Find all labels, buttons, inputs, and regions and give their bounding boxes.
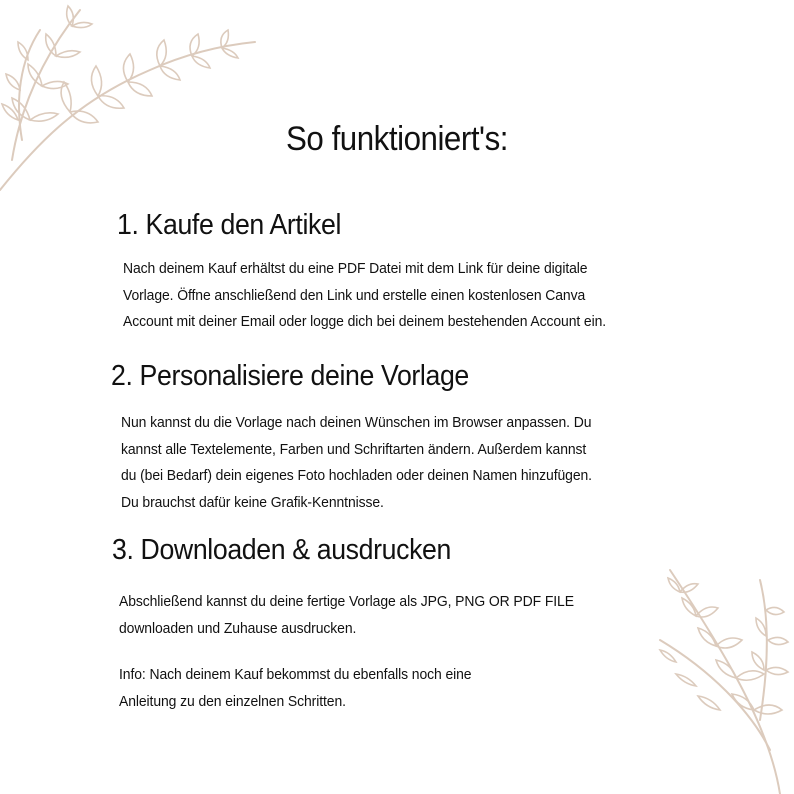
info-note <box>119 662 471 715</box>
step-3-line: downloaden und Zuhause ausdrucken. <box>119 619 357 637</box>
info-line: Anleitung zu den einzelnen Schritten. <box>119 692 346 710</box>
step-3-description <box>119 589 574 642</box>
step-3-heading: 3. Downloaden & ausdrucken <box>112 534 451 566</box>
botanical-branch-bottom-right-icon <box>650 560 794 794</box>
page-title: So funktioniert's: <box>285 120 508 158</box>
step-3-line: Abschließend kannst du deine fertige Vorlage als JPG, PNG OR PDF FILE <box>119 593 574 610</box>
step-1-heading: 1. Kaufe den Artikel <box>117 209 342 241</box>
step-1-line: Nach deinem Kauf erhältst du eine PDF Datei mit dem Link für deine digitale <box>123 260 588 277</box>
step-2-heading: 2. Personalisiere deine Vorlage <box>111 360 469 392</box>
botanical-branch-top-left-icon <box>0 0 260 200</box>
step-2-line: Du brauchst dafür keine Grafik-Kenntnisse. <box>121 493 384 511</box>
step-1-line: Vorlage. Öffne anschließend den Link und erstelle einen kostenlosen Canva <box>123 286 586 304</box>
step-2-description <box>121 410 592 516</box>
step-1-line: Account mit deiner Email oder logge dich bei deinem bestehenden Account ein. <box>123 313 607 330</box>
step-2-line: kannst alle Textelemente, Farben und Schriftarten ändern. Außerdem kannst <box>121 440 587 458</box>
info-line: Info: Nach deinem Kauf bekommst du ebenfalls noch eine <box>119 666 472 683</box>
step-2-line: Nun kannst du die Vorlage nach deinen Wünschen im Browser anpassen. Du <box>121 414 592 431</box>
step-1-description <box>123 256 606 336</box>
step-2-line: du (bei Bedarf) dein eigenes Foto hochladen oder deinen Namen hinzufügen. <box>121 467 592 484</box>
